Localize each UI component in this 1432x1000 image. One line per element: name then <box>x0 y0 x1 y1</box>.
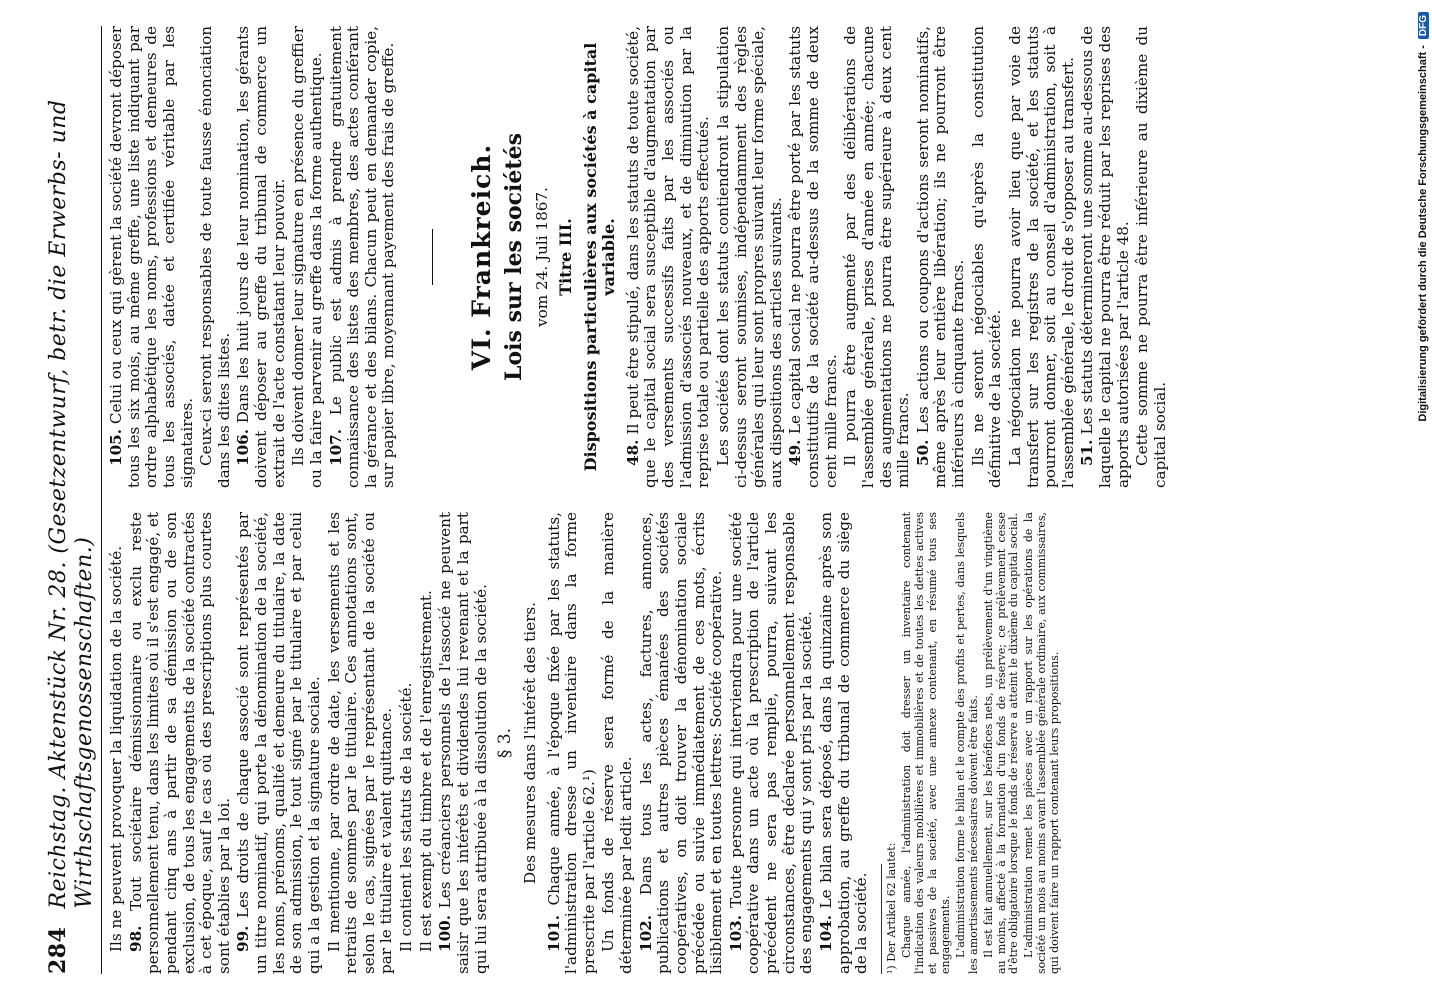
paragraph: La négociation ne pourra avoir lieu que par voie de transfert sur les registres de la société, et les statuts pourront donner, soit au conseil d'administration, soit à l'assemblée générale, le droit de s'opposer au transfert. <box>1005 26 1077 488</box>
paragraph: Il est exempt du timbre et de l'enregistrement. <box>416 590 435 952</box>
article-text: Les statuts détermineront une somme au-dessous de laquelle le capital ne pourra être réduit par les reprises des apports autorisées par l'article 48. <box>1078 25 1132 488</box>
article-number: 51. <box>1078 439 1097 466</box>
law-title: Lois sur les sociétés <box>501 133 528 381</box>
article-text: Toute personne qui interviendra pour une société coopérative dans un acte où la prescription de l'article précédent ne sera pas remplie, pourra, suivant les circonstances, être déclarée personnellement responsable des engagements qui y sont pris par la société. <box>726 511 816 974</box>
article-number: 49. <box>786 439 805 466</box>
article-48 <box>625 26 713 488</box>
watermark-text-row <box>1410 0 1432 1000</box>
article-text: Les créanciers personnels de l'associé ne peuvent saisir que les intérêts et dividendes lui revenant et la part qui lui sera attribuée à la dissolution de la société. <box>436 511 490 974</box>
footnote-rule <box>881 864 882 974</box>
paragraph: Il pourra être augmenté par des délibérations de l'assemblée générale, prises d'année en année; chacune des augmentations ne pourra être supérieure à deux cent mille francs. <box>841 26 913 488</box>
article-text: Les actions ou coupons d'actions seront nominatifs, même après leur entière libération; ils ne pourront être inférieurs à cinquante francs. <box>913 26 968 488</box>
paragraph: Ils doivent donner leur signature en présence du greffier ou la faire parvenir au greffe dans la forme authentique. <box>289 26 325 488</box>
watermark-text: Digitalisierung gefördert durch die Deutsche Forschungsgemeinschaft - <box>1417 45 1429 422</box>
article-number: 104. <box>816 915 835 952</box>
left-column <box>108 512 1172 974</box>
paragraph: Ils ne seront négociables qu'après la constitution définitive de la société. <box>968 26 1005 488</box>
article-102 <box>638 512 726 974</box>
article-number: 107. <box>326 429 345 466</box>
right-column <box>108 26 1172 488</box>
country-heading: VI. Frankreich. <box>467 143 497 371</box>
separator-rule <box>432 229 433 285</box>
article-text: Dans tous les actes, factures, annonces, publications et autres pièces émanées des sociétés coopératives, on doit trouver la dénomination sociale précédée ou suivie immédiatement de ces mots, écrits lisiblement et en toutes lettres: Société coopérative. <box>636 512 726 974</box>
article-106 <box>235 26 288 488</box>
article-103 <box>728 512 816 974</box>
page-header <box>46 26 102 974</box>
paragraph: Ceux-ci seront responsables de toute fausse énonciation dans les dites listes. <box>197 26 233 488</box>
dispositions-heading: Dispositions particulières aux sociétés à capital variable. <box>580 42 619 472</box>
article-text: Celui ou ceux qui gèrent la société devront déposer tous les six mois, au même greffe, une liste indiquant par ordre alphabétique les noms, professions et demeures de tous les associés, datée et certifiée véritable par les signataires. <box>107 25 196 488</box>
article-101 <box>546 512 599 974</box>
footnote-paragraph: Il est fait annuellement, sur les bénéfices nets, un prélèvement d'un vingtième au moins, affecté à la formation d'un fonds de réserve; ce prélèvement cesse d'être obligatoire lorsque le fonds de réserve a atteint le dixième du capital social. <box>981 512 1021 974</box>
page-number: 284 <box>45 926 71 974</box>
article-number: 105. <box>107 429 126 466</box>
article-107 <box>328 26 399 488</box>
article-number: 48. <box>623 439 642 466</box>
paragraph: Cette somme ne pourra être inférieure au dixième du capital social. <box>1133 26 1169 488</box>
article-99 <box>235 512 323 974</box>
law-date: vom 24. Juli 1867. <box>532 187 551 327</box>
article-text: Chaque année, à l'époque fixée par les statuts, l'administration dresse un inventaire dans la forme prescrite par l'article 62.¹) <box>544 512 598 974</box>
dfg-logo: DFG <box>1418 12 1429 39</box>
article-text: Il peut être stipulé, dans les statuts de toute société, que le capital social sera susceptible d'augmentation par des versements successifs faits par les associés ou l'admission d'associés nouveaux, et de diminution par la reprise totale ou partielle des apports effectués. <box>623 26 713 488</box>
section-heading: § 3. <box>495 727 516 759</box>
article-text: Dans les huit jours de leur nomination, les gérants doivent déposer au greffe du tribunal de commerce un extrait de l'acte constatant leur pouvoir. <box>234 25 288 488</box>
paragraph: Ils ne peuvent provoquer la liquidation de la société. <box>107 545 126 952</box>
paragraph: Il contient les statuts de la société. <box>397 682 416 952</box>
article-number: 50. <box>913 439 932 466</box>
article-50 <box>915 26 968 488</box>
article-number: 102. <box>636 915 655 952</box>
article-text: Le public est admis à prendre gratuitement connaissance des listes des membres, des actes conférant la gérance et des bilans. Chacun peut en demander copie, sur papier libre, moyennant payement des frais de greffe. <box>326 25 398 488</box>
section-title: Des mesures dans l'intérêt des tiers. <box>520 602 539 884</box>
article-104 <box>818 512 871 974</box>
article-51 <box>1079 26 1132 488</box>
article-number: 106. <box>234 429 253 466</box>
paragraph: Un fonds de réserve sera formé de la manière déterminée par ledit article. <box>599 512 635 974</box>
article-text: Tout sociétaire démissionnaire ou exclu reste personnellement tenu, dans les limites où il s'est engagé, et pendant cinq ans à partir de sa démission ou de son exclusion, de tous les engagements de la société contractés à cet époque, sauf le cas où des prescriptions plus courtes sont établies par la loi. <box>126 512 233 974</box>
scanned-page <box>16 0 1396 1000</box>
running-title: Reichstag. Aktenstück Nr. 28. (Gesetzentwurf, betr. die Erwerbs- und Wirthschaftsgenossenschaften.) <box>46 99 97 909</box>
article-text: Le bilan sera déposé, dans la quinzaine après son approbation, au greffe du tribunal de commerce du siège de la société. <box>816 512 871 974</box>
paragraph: Il mentionne, par ordre de date, les versements et les retraits de sommes par le titulaire. Ces annotations sont, selon le cas, signées par le représentant de la société ou par le titulaire et valent quittance. <box>324 512 396 974</box>
article-number: 101. <box>544 915 563 952</box>
article-100 <box>437 512 490 974</box>
article-number: 99. <box>234 925 253 952</box>
footnote-paragraph: L'administration remet les pièces avec un rapport sur les opérations de la société un mois au moins avant l'assemblée générale ordinaire, aux commissaires, qui doivent faire un rapport contenant leurs propositions. <box>1022 512 1062 974</box>
text-columns <box>108 26 1172 974</box>
footnote-paragraph: Chaque année, l'administration doit dresser un inventaire contenant l'indication des valeurs mobilières et immobilières et de toutes les dettes actives et passives de la société, avec une annexe contenant, en résumé tous ses engagements. <box>899 512 952 974</box>
article-49 <box>787 26 840 488</box>
article-number: 103. <box>726 915 745 952</box>
paragraph: Les sociétés dont les statuts contiendront la stipulation ci-dessus seront soumises, indépendamment des règles générales qui leur sont propres suivant leur forme spéciale, aux dispositions des articles suivants. <box>713 26 785 488</box>
article-text: Les droits de chaque associé sont représentés par un titre nominatif, qui porte la dénomination de la société, les noms, prénoms, qualité et demeure du titulaire, la date de son admission, le tout signé par le titulaire et par celui qui a la gestion et la signature sociale. <box>234 512 323 974</box>
footnote-paragraph: L'administration forme le bilan et le compte des profits et pertes, dans lesquels les amortissements nécessaires doivent être faits. <box>953 512 980 974</box>
footnote-heading: ¹) Der Artikel 62 lautet: <box>884 842 898 974</box>
article-number: 98. <box>126 925 145 952</box>
article-text: Le capital social ne pourra être porté par les statuts constitutifs de la société au-dessus de la somme de deux cent mille francs. <box>786 26 840 488</box>
footnote <box>886 512 1063 974</box>
digitization-watermark <box>1404 0 1430 1000</box>
article-105 <box>108 26 196 488</box>
article-number: 100. <box>436 915 455 952</box>
article-98 <box>128 512 234 974</box>
title-heading: Titre III. <box>556 218 576 296</box>
